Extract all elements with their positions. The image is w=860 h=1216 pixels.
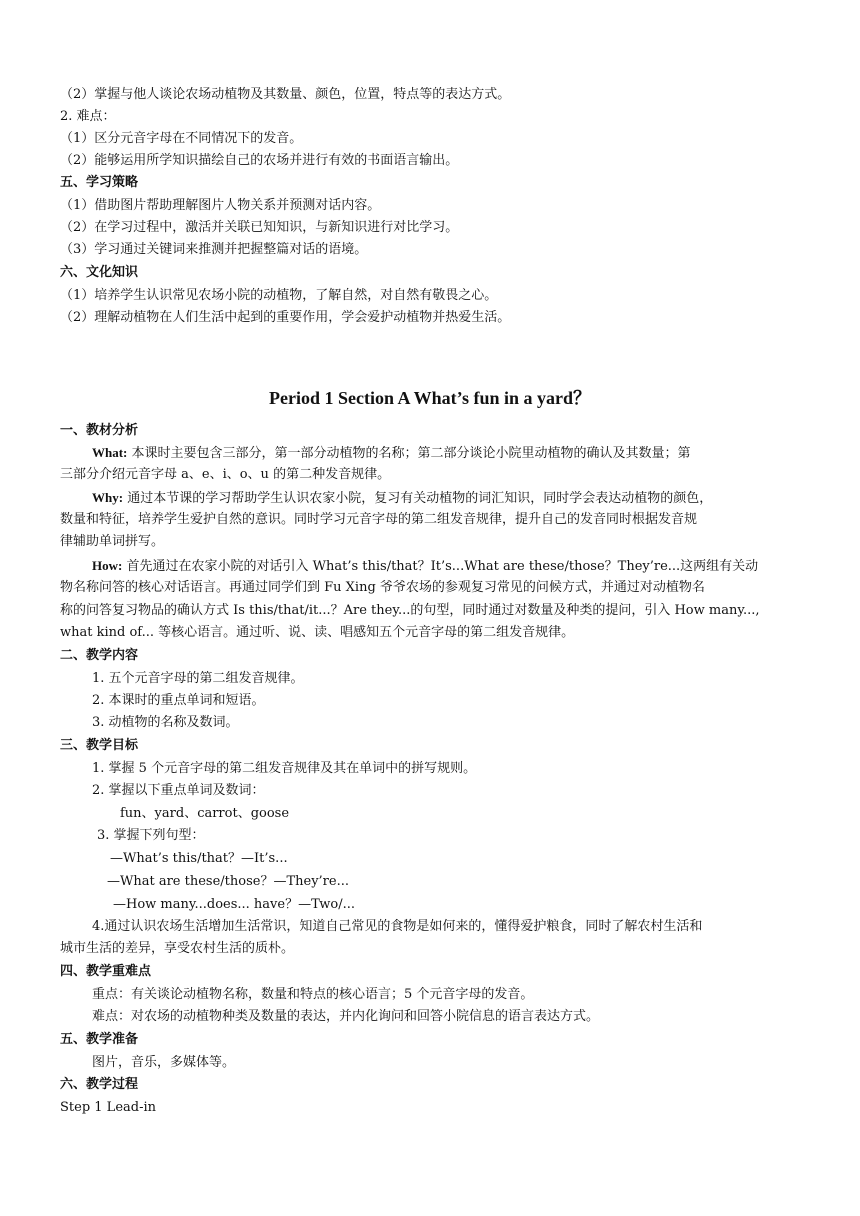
- strategy-line: （1）借助图片帮助理解图片人物关系并预测对话内容。: [60, 198, 381, 213]
- list-item: 2. 掌握以下重点单词及数词：: [92, 783, 265, 798]
- section-heading: 二、教学内容: [60, 648, 139, 663]
- section-heading: 四、教学重难点: [60, 964, 152, 979]
- section-heading: 五、教学准备: [60, 1032, 139, 1047]
- section-heading: 六、文化知识: [60, 265, 139, 280]
- section-heading: 五、学习策略: [60, 175, 139, 190]
- sentence-pattern: —How many...does... have？—Two/...: [113, 897, 356, 912]
- culture-line: （2）理解动植物在人们生活中起到的重要作用，学会爱护动植物并热爱生活。: [60, 310, 511, 325]
- what-paragraph-line: [92, 444, 800, 463]
- strategy-line: （2）在学习过程中，激活并关联已知知识，与新知识进行对比学习。: [60, 220, 459, 235]
- objective-line: （2）掌握与他人谈论农场动植物及其数量、颜色，位置，特点等的表达方式。: [60, 87, 511, 102]
- list-item: 2. 本课时的重点单词和短语。: [92, 693, 265, 708]
- what-paragraph-line: 三部分介绍元音字母 a、e、i、o、u 的第二种发音规律。: [60, 467, 391, 482]
- difficulty-line: （2）能够运用所学知识描绘自己的农场并进行有效的书面语言输出。: [60, 153, 459, 168]
- difficulty-line: （1）区分元音字母在不同情况下的发音。: [60, 131, 303, 146]
- difficult-point-line: 难点：对农场的动植物种类及数量的表达，并内化询问和回答小院信息的语言表达方式。: [92, 1009, 600, 1024]
- how-label: How:: [92, 558, 123, 573]
- what-text: 本课时主要包含三部分，第一部分动植物的名称；第二部分谈论小院里动植物的确认及其数量；第: [131, 446, 691, 461]
- section-heading: 一、教材分析: [60, 423, 139, 438]
- step-heading: Step 1 Lead-in: [60, 1100, 157, 1115]
- list-item: 4.通过认识农场生活增加生活常识，知道自己常见的食物是如何来的，懂得爱护粮食，同时了解农村生活和: [92, 919, 703, 934]
- strategy-line: （3）学习通过关键词来推测并把握整篇对话的语境。: [60, 242, 368, 257]
- difficulty-label: 2. 难点：: [60, 109, 116, 124]
- culture-line: （1）培养学生认识常见农场小院的动植物，了解自然，对自然有敬畏之心。: [60, 288, 498, 303]
- how-paragraph-line: [92, 557, 758, 576]
- why-paragraph-line: 律辅助单词拼写。: [60, 534, 165, 549]
- how-text: 首先通过在农家小院的对话引入 What’s this/that？It’s...What are these/those？They’re...这两组有关动: [126, 559, 759, 574]
- how-paragraph-line: 物名称问答的核心对话语言。再通过同学们到 Fu Xing 爷爷农场的参观复习常见的问候方式，并通过对动植物名: [60, 580, 705, 595]
- key-point-line: 重点：有关谈论动植物名称，数量和特点的核心语言；5 个元音字母的发音。: [92, 987, 534, 1002]
- list-item: 3. 掌握下列句型：: [97, 828, 205, 843]
- section-heading: 三、教学目标: [60, 738, 139, 753]
- preparation-text: 图片，音乐，多媒体等。: [92, 1055, 236, 1070]
- sentence-pattern: —What’s this/that？—It’s...: [110, 851, 288, 866]
- why-paragraph-line: [92, 489, 712, 508]
- list-item: 3. 动植物的名称及数词。: [92, 715, 239, 730]
- what-label: What:: [92, 445, 128, 460]
- list-item: 1. 掌握 5 个元音字母的第二组发音规律及其在单词中的拼写规则。: [92, 761, 477, 776]
- how-paragraph-line: what kind of... 等核心语言。通过听、说、读、唱感知五个元音字母的第二组发音规律。: [60, 625, 575, 640]
- why-paragraph-line: 数量和特征，培养学生爱护自然的意识。同时学习元音字母的第二组发音规律，提升自己的发音同时根据发音规: [60, 512, 698, 527]
- sentence-pattern: —What are these/those？—They’re...: [107, 874, 349, 889]
- section-heading: 六、教学过程: [60, 1077, 139, 1092]
- list-item-continued: 城市生活的差异，享受农村生活的质朴。: [60, 941, 295, 956]
- list-item: 1. 五个元音字母的第二组发音规律。: [92, 671, 304, 686]
- vocabulary-words: fun、yard、carrot、goose: [120, 806, 290, 821]
- why-text: 通过本节课的学习帮助学生认识农家小院，复习有关动植物的词汇知识，同时学会表达动植物的颜色，: [127, 491, 713, 506]
- why-label: Why:: [92, 490, 124, 505]
- how-paragraph-line: 称的问答复习物品的确认方式 Is this/that/it...？Are they...的句型，同时通过对数量及种类的提问，引入 How many...,: [60, 603, 760, 618]
- lesson-title: Period 1 Section A What’s fun in a yard？: [268, 388, 592, 408]
